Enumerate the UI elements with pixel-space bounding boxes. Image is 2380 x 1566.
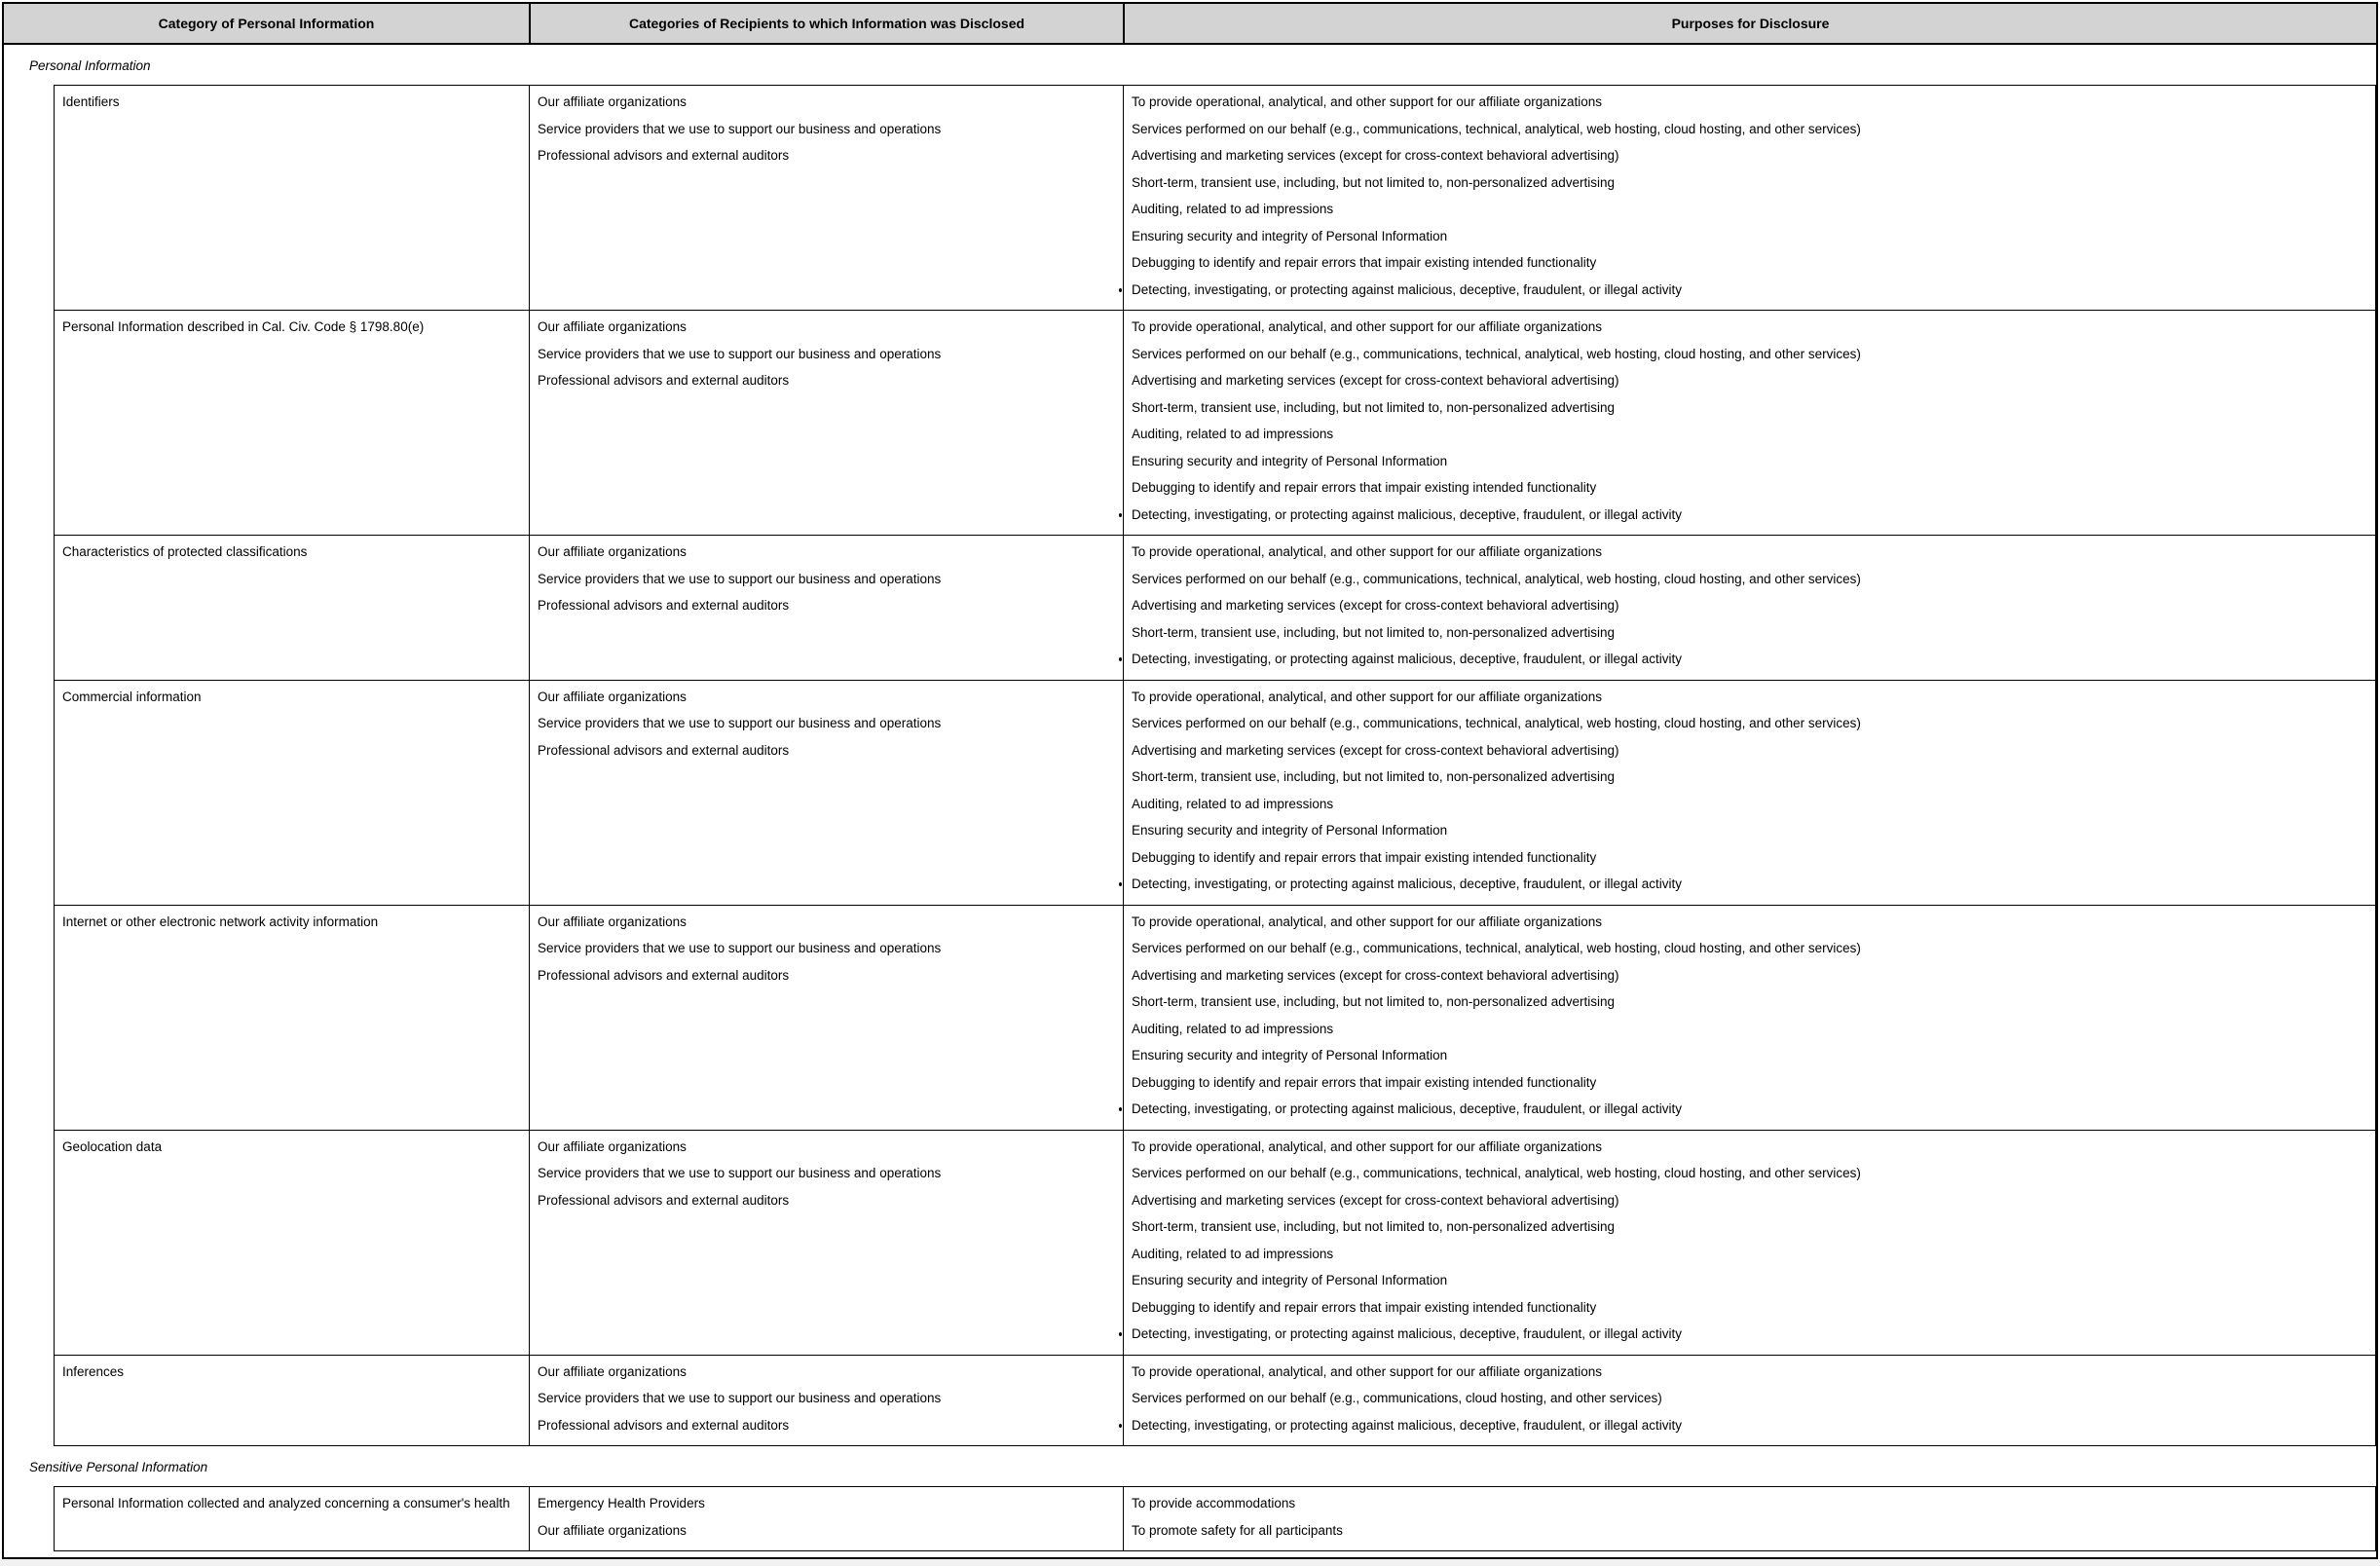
recipient-item: Our affiliate organizations: [538, 1363, 687, 1379]
purpose-item: To provide operational, analytical, and other support for our affiliate organizations: [1132, 689, 1603, 704]
category-text: Personal Information described in Cal. Civ. Code § 1798.80(e): [62, 319, 425, 334]
purpose-item: To provide operational, analytical, and other support for our affiliate organizations: [1132, 319, 1603, 334]
purpose-item: Detecting, investigating, or protecting against malicious, deceptive, fraudulent, or illegal activity: [1132, 1101, 2367, 1117]
recipient-item: Service providers that we use to support our business and operations: [538, 346, 942, 361]
purpose-item: Detecting, investigating, or protecting against malicious, deceptive, fraudulent, or illegal activity: [1132, 876, 2367, 892]
purpose-item: Short-term, transient use, including, but not limited to, non-personalized advertising: [1132, 399, 1616, 415]
purpose-item: Short-term, transient use, including, but not limited to, non-personalized advertising: [1132, 174, 1616, 190]
recipient-item: Professional advisors and external auditors: [538, 1417, 790, 1433]
recipient-item: Professional advisors and external auditors: [538, 373, 790, 388]
purpose-item: Short-term, transient use, including, but not limited to, non-personalized advertising: [1132, 769, 1616, 784]
purpose-item: Services performed on our behalf (e.g., communications, technical, analytical, web hosting, cloud hosting, and other services): [1132, 1166, 1861, 1180]
recipients-cell: [529, 1487, 1123, 1550]
recipient-item: Our affiliate organizations: [538, 544, 687, 559]
purpose-item: Detecting, investigating, or protecting against malicious, deceptive, fraudulent, or illegal activity: [1132, 1326, 2367, 1342]
recipient-item: Professional advisors and external auditors: [538, 967, 790, 983]
purpose-item: Ensuring security and integrity of Personal Information: [1132, 228, 1448, 243]
purpose-item: Ensuring security and integrity of Personal Information: [1132, 1048, 1448, 1063]
table-body: [4, 45, 2376, 1551]
recipient-item: Our affiliate organizations: [538, 94, 687, 109]
header-cell-purposes: Purposes for Disclosure: [1123, 4, 2376, 43]
purpose-item: Services performed on our behalf (e.g., communications, technical, analytical, web hosting, cloud hosting, and other services): [1132, 346, 1861, 361]
section-label: Personal Information: [29, 58, 151, 73]
purpose-item: Short-term, transient use, including, but not limited to, non-personalized advertising: [1132, 994, 1616, 1009]
purpose-item: Services performed on our behalf (e.g., communications, technical, analytical, web hosting, cloud hosting, and other services): [1132, 716, 1861, 730]
recipient-item: Our affiliate organizations: [538, 1138, 687, 1154]
recipient-item: Our affiliate organizations: [538, 914, 687, 929]
recipient-item: Service providers that we use to support our business and operations: [538, 121, 942, 136]
purpose-item: Detecting, investigating, or protecting against malicious, deceptive, fraudulent, or illegal activity: [1132, 652, 2367, 667]
category-text: Inferences: [62, 1363, 125, 1379]
purpose-item: Detecting, investigating, or protecting against malicious, deceptive, fraudulent, or illegal activity: [1132, 1418, 2367, 1434]
purpose-item: Auditing, related to ad impressions: [1132, 796, 1334, 811]
table-row: [55, 310, 2375, 535]
purposes-cell: [1123, 536, 2375, 680]
category-text: Internet or other electronic network activity information: [62, 914, 379, 929]
recipients-cell: [529, 1131, 1123, 1355]
purposes-cell: [1123, 1356, 2375, 1446]
recipient-item: Service providers that we use to support our business and operations: [538, 571, 942, 586]
purpose-item: Ensuring security and integrity of Personal Information: [1132, 453, 1448, 468]
purpose-item: Services performed on our behalf (e.g., communications, technical, analytical, web hosting, cloud hosting, and other services): [1132, 571, 1861, 586]
purpose-item: Auditing, related to ad impressions: [1132, 1021, 1334, 1036]
purpose-item: Services performed on our behalf (e.g., communications, cloud hosting, and other services): [1132, 1391, 1662, 1405]
recipients-cell: [529, 681, 1123, 905]
purpose-item: Debugging to identify and repair errors that impair existing intended functionality: [1132, 849, 1597, 865]
table-row: [55, 535, 2375, 680]
purpose-item: To promote safety for all participants: [1132, 1522, 1343, 1538]
purposes-cell: [1123, 1487, 2375, 1550]
purposes-cell: [1123, 1131, 2375, 1355]
category-text: Personal Information collected and analyzed concerning a consumer's health: [62, 1496, 510, 1510]
section-table: [54, 85, 2376, 1446]
recipient-item: Professional advisors and external auditors: [538, 598, 790, 613]
header-cell-recipients: Categories of Recipients to which Information was Disclosed: [529, 4, 1123, 43]
table-row: [55, 1130, 2375, 1355]
recipient-item: Service providers that we use to support our business and operations: [538, 716, 942, 730]
category-text: Identifiers: [62, 94, 120, 109]
recipient-item: Our affiliate organizations: [538, 689, 687, 704]
recipients-cell: [529, 1356, 1123, 1446]
category-cell: [55, 536, 529, 680]
table-row: [55, 680, 2375, 905]
purpose-item: Ensuring security and integrity of Personal Information: [1132, 1273, 1448, 1287]
purpose-item: To provide operational, analytical, and other support for our affiliate organizations: [1132, 914, 1603, 929]
purpose-item: Advertising and marketing services (except for cross-context behavioral advertising): [1132, 148, 1619, 163]
purpose-item: Advertising and marketing services (except for cross-context behavioral advertising): [1132, 742, 1619, 758]
purpose-item: To provide operational, analytical, and other support for our affiliate organizations: [1132, 544, 1603, 559]
purpose-item: Services performed on our behalf (e.g., communications, technical, analytical, web hosting, cloud hosting, and other services): [1132, 941, 1861, 955]
purpose-item: Services performed on our behalf (e.g., communications, technical, analytical, web hosting, cloud hosting, and other services): [1132, 121, 1861, 136]
recipients-cell: [529, 86, 1123, 310]
purpose-item: Detecting, investigating, or protecting against malicious, deceptive, fraudulent, or illegal activity: [1132, 507, 2367, 523]
purpose-item: To provide operational, analytical, and other support for our affiliate organizations: [1132, 1138, 1603, 1154]
table-row: [55, 1355, 2375, 1446]
recipient-item: Service providers that we use to support our business and operations: [538, 1166, 942, 1180]
category-text: Characteristics of protected classifications: [62, 544, 308, 559]
section-label: Sensitive Personal Information: [29, 1460, 208, 1474]
recipient-item: Professional advisors and external auditors: [538, 148, 790, 163]
purpose-item: To provide accommodations: [1132, 1496, 1296, 1510]
purpose-item: Short-term, transient use, including, but not limited to, non-personalized advertising: [1132, 1219, 1616, 1234]
purpose-item: Advertising and marketing services (except for cross-context behavioral advertising): [1132, 1192, 1619, 1208]
purpose-item: Advertising and marketing services (except for cross-context behavioral advertising): [1132, 598, 1619, 613]
purpose-item: To provide operational, analytical, and other support for our affiliate organizations: [1132, 1363, 1603, 1379]
recipient-item: Emergency Health Providers: [538, 1496, 705, 1510]
purpose-item: Advertising and marketing services (except for cross-context behavioral advertising): [1132, 967, 1619, 983]
purposes-cell: [1123, 681, 2375, 905]
recipient-item: Professional advisors and external auditors: [538, 742, 790, 758]
recipient-item: Our affiliate organizations: [538, 1522, 687, 1538]
recipients-cell: [529, 906, 1123, 1130]
purpose-item: Ensuring security and integrity of Personal Information: [1132, 823, 1448, 838]
category-cell: [55, 681, 529, 905]
section-table: [54, 1486, 2376, 1551]
category-cell: [55, 1356, 529, 1446]
table-row: [55, 86, 2375, 310]
category-text: Commercial information: [62, 689, 202, 704]
recipients-cell: [529, 536, 1123, 680]
section-band: [4, 1446, 2376, 1486]
purpose-item: Auditing, related to ad impressions: [1132, 202, 1334, 216]
recipient-item: Our affiliate organizations: [538, 319, 687, 334]
recipient-item: Professional advisors and external auditors: [538, 1192, 790, 1208]
purpose-item: Auditing, related to ad impressions: [1132, 427, 1334, 441]
category-cell: [55, 906, 529, 1130]
purpose-item: Debugging to identify and repair errors that impair existing intended functionality: [1132, 1074, 1597, 1090]
category-cell: [55, 86, 529, 310]
purposes-cell: [1123, 311, 2375, 535]
purpose-item: Auditing, related to ad impressions: [1132, 1246, 1334, 1261]
purpose-item: Short-term, transient use, including, but not limited to, non-personalized advertising: [1132, 624, 1616, 640]
recipient-item: Service providers that we use to support our business and operations: [538, 941, 942, 955]
category-cell: [55, 1487, 529, 1550]
category-cell: [55, 311, 529, 535]
recipients-cell: [529, 311, 1123, 535]
purposes-cell: [1123, 86, 2375, 310]
category-cell: [55, 1131, 529, 1355]
category-text: Geolocation data: [62, 1138, 163, 1154]
purposes-cell: [1123, 906, 2375, 1130]
purpose-item: Detecting, investigating, or protecting against malicious, deceptive, fraudulent, or illegal activity: [1132, 282, 2367, 298]
disclosure-table: [2, 2, 2378, 1559]
recipient-item: Service providers that we use to support our business and operations: [538, 1391, 942, 1405]
table-row: [55, 905, 2375, 1130]
purpose-item: Debugging to identify and repair errors that impair existing intended functionality: [1132, 1299, 1597, 1315]
table-row: [55, 1487, 2375, 1550]
header-cell-category: Category of Personal Information: [158, 16, 375, 31]
purpose-item: Advertising and marketing services (except for cross-context behavioral advertising): [1132, 373, 1619, 388]
table-header-row: [4, 4, 2376, 45]
purpose-item: Debugging to identify and repair errors that impair existing intended functionality: [1132, 480, 1597, 495]
purpose-item: Debugging to identify and repair errors that impair existing intended functionality: [1132, 255, 1597, 270]
purpose-item: To provide operational, analytical, and other support for our affiliate organizations: [1132, 94, 1603, 109]
section-band: [4, 45, 2376, 85]
